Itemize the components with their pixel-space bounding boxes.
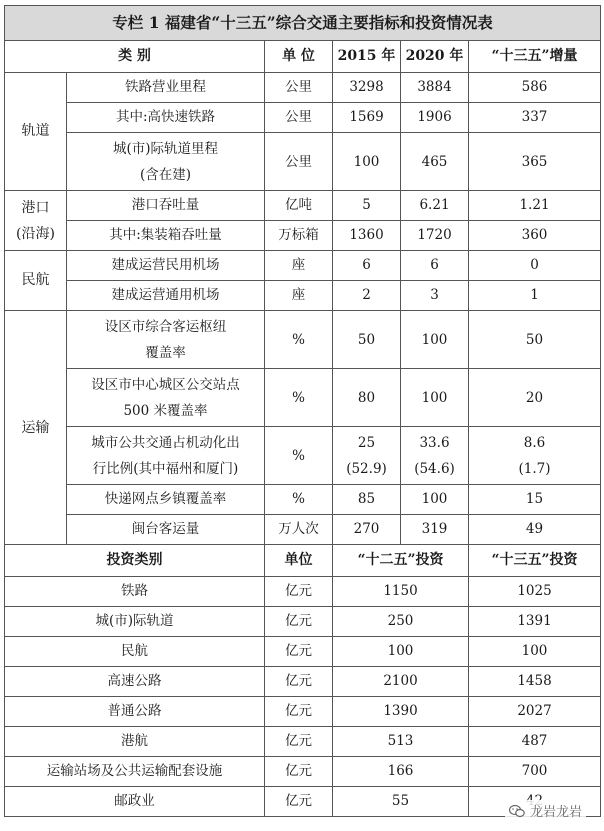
value-2020: 100 — [401, 311, 469, 369]
header-investment-unit: 单位 — [265, 545, 333, 577]
investment-12th: 1150 — [333, 577, 469, 607]
value-2020: 3 — [401, 281, 469, 311]
value-2015: 3298 — [333, 73, 401, 103]
value-2015: 2 — [333, 281, 401, 311]
watermark-text: 龙岩龙岩 — [529, 805, 582, 820]
group-aviation: 民航 — [5, 251, 67, 311]
header-category: 类 别 — [5, 41, 265, 73]
indicator-table — [4, 5, 601, 817]
item-unit: 座 — [265, 251, 333, 281]
item-name: 快递网点乡镇覆盖率 — [67, 485, 265, 515]
item-unit: 万人次 — [265, 515, 333, 545]
value-increment: 15 — [469, 485, 601, 515]
item-unit: % — [265, 311, 333, 369]
value-increment: 1.21 — [469, 191, 601, 221]
value-2015: 1360 — [333, 221, 401, 251]
group-port-line1: 港口 — [21, 199, 50, 216]
item-line2: 覆盖率 — [145, 344, 186, 361]
header-unit: 单 位 — [265, 41, 333, 73]
value-2020 — [401, 427, 469, 485]
value-2020: 3884 — [401, 73, 469, 103]
investment-12th: 166 — [333, 757, 469, 787]
investment-12th: 513 — [333, 727, 469, 757]
header-increment: “十三五”增量 — [469, 41, 601, 73]
wechat-icon — [509, 804, 525, 818]
investment-12th: 55 — [333, 787, 469, 817]
item-unit: 座 — [265, 281, 333, 311]
item-name: 建成运营通用机场 — [67, 281, 265, 311]
value-2015: 50 — [333, 311, 401, 369]
value-2015: 270 — [333, 515, 401, 545]
investment-13th: 700 — [469, 757, 601, 787]
investment-unit: 亿元 — [265, 577, 333, 607]
indicator-table-wrapper — [4, 5, 600, 817]
investment-13th: 487 — [469, 727, 601, 757]
header-2015: 2015 年 — [333, 41, 401, 73]
item-unit: 万标箱 — [265, 221, 333, 251]
item-name — [67, 369, 265, 427]
item-line2: (含在建) — [139, 166, 192, 183]
item-line2: 500 米覆盖率 — [123, 402, 208, 419]
investment-item: 城(市)际轨道 — [5, 607, 265, 637]
value-increment: 365 — [469, 133, 601, 191]
table-title: 专栏 1 福建省“十三五”综合交通主要指标和投资情况表 — [5, 6, 601, 41]
value-2015 — [333, 427, 401, 485]
investment-unit: 亿元 — [265, 697, 333, 727]
investment-item: 港航 — [5, 727, 265, 757]
item-unit: % — [265, 485, 333, 515]
investment-item: 运输站场及公共运输配套设施 — [5, 757, 265, 787]
investment-13th: 2027 — [469, 697, 601, 727]
investment-item: 铁路 — [5, 577, 265, 607]
value-2015: 6 — [333, 251, 401, 281]
header-2020: 2020 年 — [401, 41, 469, 73]
investment-unit: 亿元 — [265, 637, 333, 667]
value-sub: (52.9) — [346, 460, 387, 477]
investment-13th: 1391 — [469, 607, 601, 637]
item-name: 铁路营业里程 — [67, 73, 265, 103]
header-12th-plan: “十二五”投资 — [333, 545, 469, 577]
value-increment — [469, 427, 601, 485]
item-name: 闽台客运量 — [67, 515, 265, 545]
item-name: 建成运营民用机场 — [67, 251, 265, 281]
value-2020: 319 — [401, 515, 469, 545]
investment-unit: 亿元 — [265, 727, 333, 757]
value-2015: 100 — [333, 133, 401, 191]
value-increment: 20 — [469, 369, 601, 427]
investment-unit: 亿元 — [265, 607, 333, 637]
item-name: 其中:集装箱吞吐量 — [67, 221, 265, 251]
investment-item: 邮政业 — [5, 787, 265, 817]
value-main: 33.6 — [419, 434, 450, 451]
item-line1: 城市公共交通占机动化出 — [91, 434, 240, 451]
item-unit: % — [265, 427, 333, 485]
item-line2: 行比例(其中福州和厦门) — [92, 460, 239, 477]
value-2020: 100 — [401, 369, 469, 427]
investment-item: 民航 — [5, 637, 265, 667]
investment-unit: 亿元 — [265, 667, 333, 697]
watermark — [505, 800, 586, 821]
group-port — [5, 191, 67, 251]
item-name — [67, 311, 265, 369]
group-transport: 运输 — [5, 311, 67, 545]
value-sub: (54.6) — [414, 460, 455, 477]
value-2015: 80 — [333, 369, 401, 427]
group-rail: 轨道 — [5, 73, 67, 191]
investment-unit: 亿元 — [265, 757, 333, 787]
item-name — [67, 133, 265, 191]
value-increment: 586 — [469, 73, 601, 103]
value-main: 25 — [357, 434, 376, 451]
investment-13th: 100 — [469, 637, 601, 667]
investment-item: 高速公路 — [5, 667, 265, 697]
item-unit: % — [265, 369, 333, 427]
item-line1: 设区市综合客运枢纽 — [104, 318, 227, 335]
header-investment-category: 投资类别 — [5, 545, 265, 577]
investment-item: 普通公路 — [5, 697, 265, 727]
value-2020: 1720 — [401, 221, 469, 251]
value-increment: 50 — [469, 311, 601, 369]
value-2020: 6 — [401, 251, 469, 281]
value-increment: 360 — [469, 221, 601, 251]
investment-13th: 1458 — [469, 667, 601, 697]
item-name: 港口吞吐量 — [67, 191, 265, 221]
header-13th-plan: “十三五”投资 — [469, 545, 601, 577]
item-name: 其中:高快速铁路 — [67, 103, 265, 133]
investment-12th: 250 — [333, 607, 469, 637]
item-line1: 城(市)际轨道里程 — [112, 140, 219, 157]
value-2020: 1906 — [401, 103, 469, 133]
value-increment: 337 — [469, 103, 601, 133]
value-main: 8.6 — [523, 434, 546, 451]
investment-12th: 2100 — [333, 667, 469, 697]
value-2020: 100 — [401, 485, 469, 515]
item-line1: 设区市中心城区公交站点 — [91, 376, 240, 393]
value-sub: (1.7) — [518, 460, 551, 477]
value-2015: 5 — [333, 191, 401, 221]
value-2015: 1569 — [333, 103, 401, 133]
value-2020: 465 — [401, 133, 469, 191]
value-2020: 6.21 — [401, 191, 469, 221]
value-increment: 49 — [469, 515, 601, 545]
item-unit: 公里 — [265, 133, 333, 191]
investment-unit: 亿元 — [265, 787, 333, 817]
item-unit: 公里 — [265, 103, 333, 133]
value-2015: 85 — [333, 485, 401, 515]
item-unit: 公里 — [265, 73, 333, 103]
item-unit: 亿吨 — [265, 191, 333, 221]
investment-12th: 1390 — [333, 697, 469, 727]
investment-12th: 100 — [333, 637, 469, 667]
investment-13th: 1025 — [469, 577, 601, 607]
item-name — [67, 427, 265, 485]
group-port-line2: (沿海) — [16, 225, 55, 242]
value-increment: 1 — [469, 281, 601, 311]
value-increment: 0 — [469, 251, 601, 281]
